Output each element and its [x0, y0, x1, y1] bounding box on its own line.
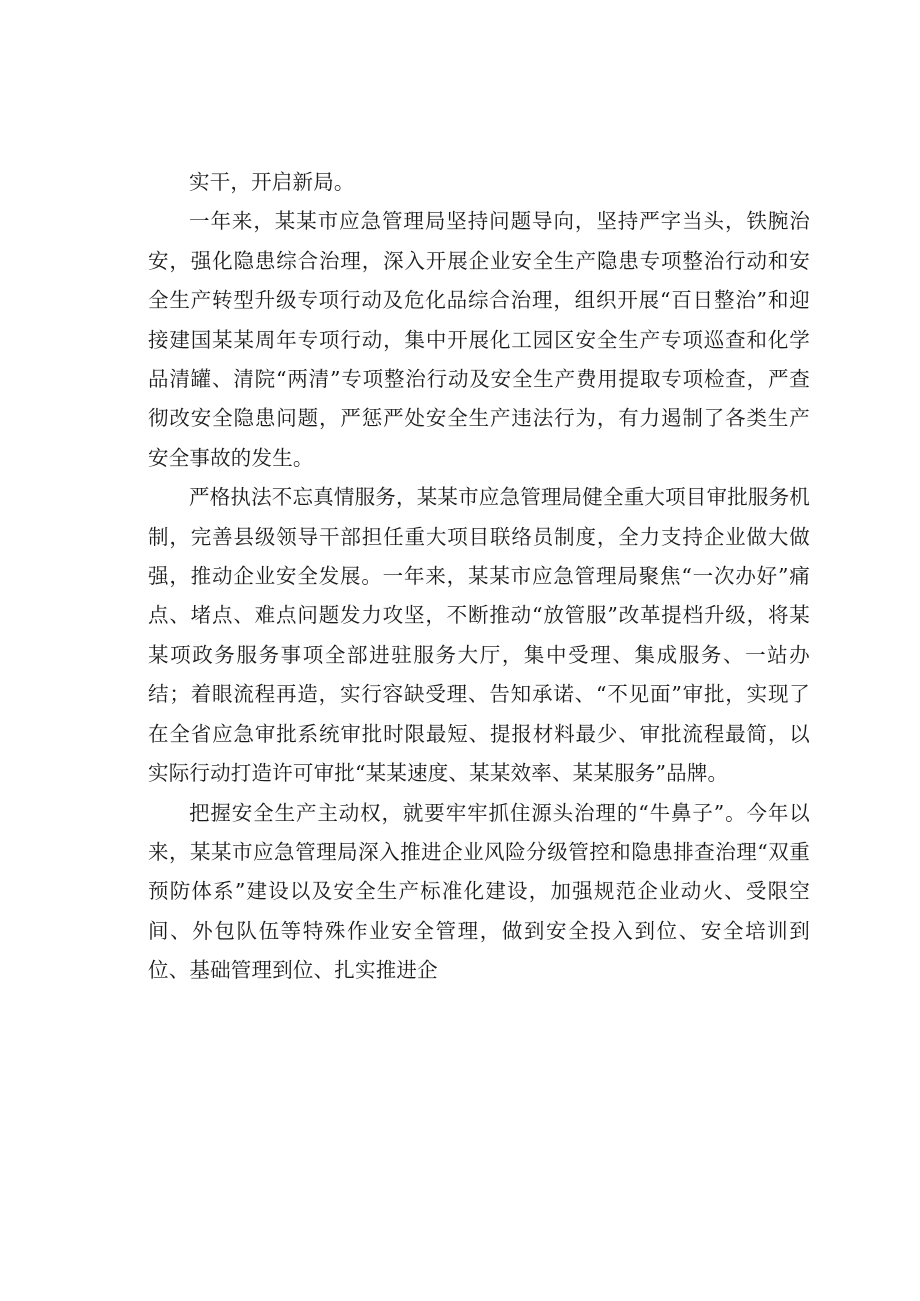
paragraph-2: 一年来，某某市应急管理局坚持问题导向，坚持严字当头，铁腕治安，强化隐患综合治理，深入开展企业安全生产隐患专项整治行动和安全生产转型升级专项行动及危化品综合治理，组织开展“百日整治”和迎接建国某某周年专项行动，集中开展化工园区安全生产专项巡查和化学品清罐、清院“两清”专项整治行动及安全生产费用提取专项检查，严查彻改安全隐患问题，严惩严处安全生产违法行为，有力遏制了各类生产安全事故的发生。	[148, 209, 810, 470]
paragraph-1: 实干，开启新局。	[189, 170, 355, 194]
paragraph-3: 严格执法不忘真情服务，某某市应急管理局健全重大项目审批服务机制，完善县级领导干部担任重大项目联络员制度，全力支持企业做大做强，推动企业安全发展。一年来，某某市应急管理局聚焦“一次办好”痛点、堵点、难点问题发力攻坚，不断推动“放管服”改革提档升级，将某某项政务服务事项全部进驻服务大厅，集中受理、集成服务、一站办结；着眼流程再造，实行容缺受理、告知承诺、“不见面”审批，实现了在全省应急审批系统审批时限最短、提报材料最少、审批流程最简，以实际行动打造许可审批“某某速度、某某效率、某某服务”品牌。	[148, 485, 810, 786]
document-body	[148, 163, 810, 991]
paragraph-4: 把握安全生产主动权，就要牢牢抓住源头治理的“牛鼻子”。今年以来，某某市应急管理局深入推进企业风险分级管控和隐患排查治理“双重预防体系”建设以及安全生产标准化建设，加强规范企业动火、受限空间、外包队伍等特殊作业安全管理，做到安全投入到位、安全培训到位、基础管理到位、扎实推进企	[148, 800, 810, 983]
